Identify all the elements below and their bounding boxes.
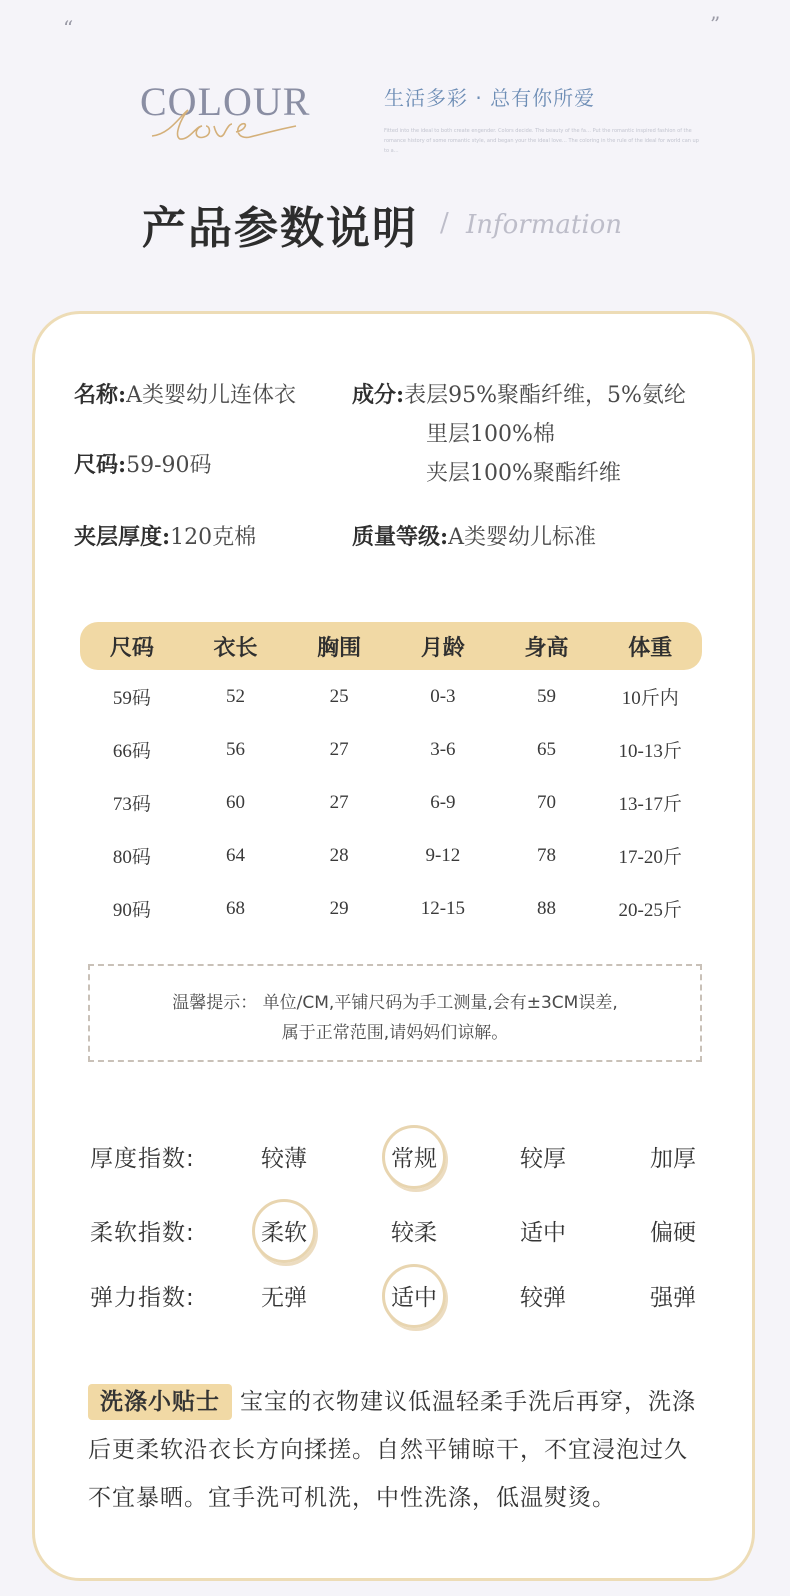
column-header: 月龄 [420, 634, 465, 661]
table-cell: 64 [226, 844, 245, 866]
param-composition-line2 [426, 417, 555, 448]
table-cell: 56 [226, 738, 245, 760]
param-composition [352, 378, 686, 409]
column-header: 衣长 [213, 634, 258, 661]
table-cell: 90码 [112, 900, 151, 921]
param-composition-line3 [426, 456, 621, 487]
param-name [74, 378, 296, 409]
page-title: 产品参数说明 [142, 203, 418, 254]
selected-option-ring [252, 1199, 316, 1263]
table-cell: 27 [329, 738, 349, 760]
index-option: 较弹 [520, 1285, 566, 1311]
table-cell: 10斤内 [621, 688, 679, 709]
table-cell: 70 [537, 791, 557, 813]
selected-option-ring [382, 1125, 446, 1189]
column-header: 身高 [524, 634, 569, 661]
measurement-notice [88, 964, 702, 1062]
slogan-fine-print: Fitted into the ideal to both create engender. Colors decide. The beauty of the fa… Put the romantic inspired fashion of the romance history of some romantic style, and began your the ideal love… The coloring in the rule of the ideal for world can up to a… [384, 128, 699, 154]
table-cell: 10-13斤 [618, 741, 682, 762]
index-option: 适中 [391, 1285, 437, 1311]
table-cell: 17-20斤 [618, 847, 682, 868]
param-name-value: A类婴幼儿连体衣 [126, 383, 297, 408]
param-composition-line3-text: 夹层100%聚酯纤维 [426, 461, 621, 486]
notice-line-2: 属于正常范围,请妈妈们谅解。 [281, 1023, 509, 1043]
table-cell: 78 [537, 844, 557, 866]
index-row-elasticity [90, 1279, 730, 1319]
param-thickness-value: 120克棉 [170, 525, 257, 550]
washing-tips [88, 1378, 710, 1522]
table-cell: 52 [226, 685, 245, 707]
table-cell: 28 [329, 844, 349, 866]
index-option: 柔软 [261, 1220, 307, 1246]
brand-script-love [150, 106, 300, 146]
param-thickness-key: 夹层厚度: [74, 524, 171, 550]
table-cell: 12-15 [420, 897, 466, 919]
brand-word: COLOUR [140, 79, 311, 124]
column-header: 体重 [628, 634, 673, 661]
index-label: 弹力指数: [90, 1285, 195, 1311]
selected-option-ring [382, 1264, 446, 1328]
table-cell: 73码 [112, 794, 151, 815]
table-cell: 88 [537, 897, 557, 919]
table-cell: 6-9 [430, 791, 456, 813]
index-option: 较柔 [391, 1220, 437, 1246]
param-size-value: 59-90码 [126, 453, 212, 478]
param-grade [352, 520, 596, 551]
table-row [80, 882, 702, 935]
table-row [80, 829, 702, 882]
param-composition-line1: 表层95%聚酯纤维，5%氨纶 [404, 383, 686, 408]
param-grade-key: 质量等级: [352, 524, 449, 550]
washing-tips-badge: 洗涤小贴士 [88, 1384, 232, 1420]
param-composition-key: 成分: [352, 382, 405, 408]
table-cell: 13-17斤 [618, 794, 682, 815]
quote-close-mark: ” [710, 12, 721, 36]
washing-tips-text: 宝宝的衣物建议低温轻柔手洗后再穿，洗涤后更柔软沿衣长方向揉搓。自然平铺晾干，不宜浸泡过久不宜暴晒。宜手洗可机洗，中性洗涤，低温熨烫。 [88, 1389, 696, 1511]
table-cell: 27 [329, 791, 349, 813]
table-row [80, 776, 702, 829]
table-cell: 59码 [112, 688, 151, 709]
index-label: 厚度指数: [90, 1146, 195, 1172]
table-cell: 59 [537, 685, 557, 707]
param-size-key: 尺码: [74, 452, 127, 478]
table-cell: 80码 [112, 847, 151, 868]
param-size [74, 448, 212, 479]
param-thickness [74, 520, 256, 551]
page-title-english: Information [466, 210, 623, 240]
table-cell: 60 [226, 791, 245, 813]
index-label: 柔软指数: [90, 1220, 195, 1246]
title-separator: / [440, 208, 449, 238]
quote-open-mark: “ [63, 16, 74, 40]
brand-logo [140, 78, 310, 148]
table-row [80, 670, 702, 723]
index-row-softness [90, 1214, 730, 1254]
slogan: 生活多彩 · 总有你所爱 [384, 86, 596, 110]
table-row [80, 723, 702, 776]
table-cell: 25 [329, 685, 349, 707]
table-cell: 20-25斤 [618, 900, 682, 921]
index-option: 加厚 [650, 1146, 696, 1172]
size-table [80, 622, 702, 935]
index-option: 强弹 [650, 1285, 696, 1311]
column-header: 尺码 [109, 634, 154, 661]
index-option: 较厚 [520, 1146, 566, 1172]
table-cell: 9-12 [425, 844, 461, 866]
index-option: 较薄 [261, 1146, 307, 1172]
table-cell: 68 [226, 897, 245, 919]
notice-line-1: 温馨提示： 单位/CM,平铺尺码为手工测量,会有±3CM误差, [172, 993, 618, 1013]
index-option: 常规 [391, 1146, 437, 1172]
index-row-thickness [90, 1140, 730, 1180]
column-header: 胸围 [317, 634, 362, 661]
index-option: 偏硬 [650, 1220, 696, 1246]
size-table-header [80, 622, 702, 670]
param-composition-line2-text: 里层100%棉 [426, 422, 555, 447]
table-cell: 3-6 [430, 738, 456, 760]
param-grade-value: A类婴幼儿标准 [448, 525, 597, 550]
table-cell: 0-3 [430, 685, 456, 707]
table-cell: 29 [329, 897, 349, 919]
param-name-key: 名称: [74, 382, 127, 408]
index-option: 无弹 [261, 1285, 307, 1311]
index-option: 适中 [520, 1220, 566, 1246]
table-cell: 65 [537, 738, 557, 760]
table-cell: 66码 [112, 741, 151, 762]
